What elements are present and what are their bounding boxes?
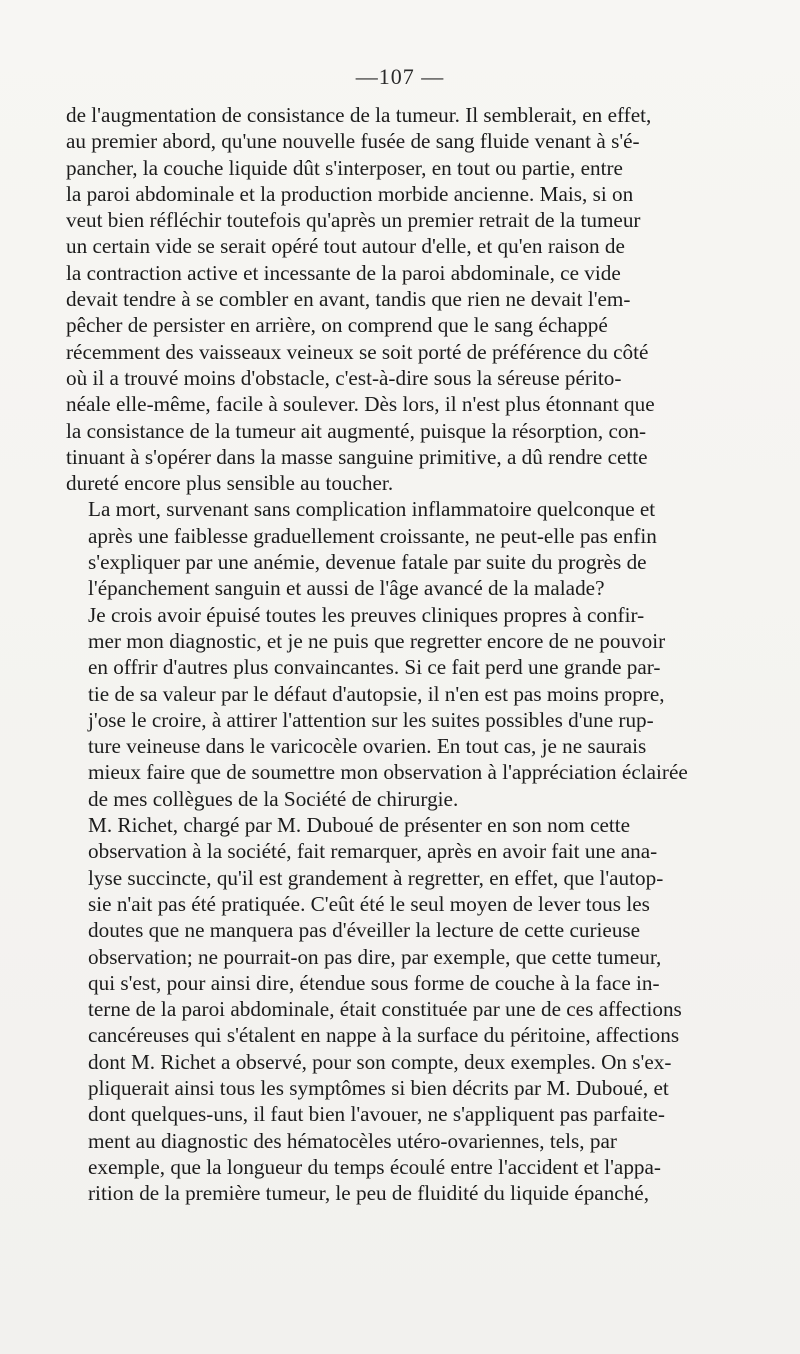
text-line: sie n'ait pas été pratiquée. C'eût été le seul moyen de lever tous les [88,891,650,916]
text-line: exemple, que la longueur du temps écoulé entre l'accident et l'appa- [88,1154,661,1179]
paragraph [66,102,694,496]
text-line: la paroi abdominale et la production morbide ancienne. Mais, si on [66,181,634,206]
text-line: mieux faire que de soumettre mon observation à l'appréciation éclairée [88,760,688,785]
text-line: dureté encore plus sensible au toucher. [66,471,394,496]
text-line: tie de sa valeur par le défaut d'autopsie, il n'en est pas moins propre, [88,681,665,706]
text-line: après une faiblesse graduellement croissante, ne peut-elle pas enfin [88,523,657,548]
text-line: en offrir d'autres plus convaincantes. Si ce fait perd une grande par- [88,655,661,680]
text-line: qui s'est, pour ainsi dire, étendue sous forme de couche à la face in- [88,970,660,995]
text-line: tinuant à s'opérer dans la masse sanguine primitive, a dû rendre cette [66,444,648,469]
text-line: terne de la paroi abdominale, était constituée par une de ces affections [88,997,682,1022]
text-line: pêcher de persister en arrière, on comprend que le sang échappé [66,313,608,338]
text-line: un certain vide se serait opéré tout autour d'elle, et qu'en raison de [66,234,625,259]
paragraph [66,602,694,812]
text-line: observation à la société, fait remarquer, après en avoir fait une ana- [88,839,658,864]
text-line: où il a trouvé moins d'obstacle, c'est-à-dire sous la séreuse périto- [66,365,622,390]
text-line: devait tendre à se combler en avant, tandis que rien ne devait l'em- [66,287,631,312]
text-line: la consistance de la tumeur ait augmenté, puisque la résorption, con- [66,418,647,443]
text-line: de l'augmentation de consistance de la tumeur. Il semblerait, en effet, [66,103,652,127]
text-line: lyse succincte, qu'il est grandement à regretter, en effet, que l'autop- [88,865,664,890]
text-line: La mort, survenant sans complication inflammatoire quelconque et [88,497,656,522]
text-line: la contraction active et incessante de la paroi abdominale, ce vide [66,260,621,285]
text-line: s'expliquer par une anémie, devenue fatale par suite du progrès de [88,550,647,575]
text-line: mer mon diagnostic, et je ne puis que regretter encore de ne pouvoir [88,628,666,653]
text-line: ture veineuse dans le varicocèle ovarien. En tout cas, je ne saurais [88,734,647,759]
text-line: de mes collègues de la Société de chirurgie. [88,786,459,811]
text-line: veut bien réfléchir toutefois qu'après un premier retrait de la tumeur [66,208,641,233]
body-text [66,102,694,1206]
text-line: Je crois avoir épuisé toutes les preuves cliniques propres à confir- [88,602,645,627]
text-line: doutes que ne manquera pas d'éveiller la lecture de cette curieuse [88,918,641,943]
page-number: —107 — [355,64,445,89]
text-line: pliquerait ainsi tous les symptômes si bien décrits par M. Duboué, et [88,1075,669,1100]
text-line: au premier abord, qu'une nouvelle fusée de sang fluide venant à s'é- [66,129,640,154]
text-line: néale elle-même, facile à soulever. Dès lors, il n'est plus étonnant que [66,392,655,417]
text-line: rition de la première tumeur, le peu de fluidité du liquide épanché, [88,1181,650,1206]
text-line: ment au diagnostic des hématocèles utéro-ovariennes, tels, par [88,1128,617,1153]
paragraph [66,812,694,1206]
text-line: récemment des vaisseaux veineux se soit porté de préférence du côté [66,339,649,364]
text-line: dont M. Richet a observé, pour son compte, deux exemples. On s'ex- [88,1049,672,1074]
text-line: j'ose le croire, à attirer l'attention sur les suites possibles d'une rup- [88,707,654,732]
text-line: dont quelques-uns, il faut bien l'avouer, ne s'appliquent pas parfaite- [88,1102,665,1127]
text-line: observation; ne pourrait-on pas dire, par exemple, que cette tumeur, [88,944,662,969]
text-line: M. Richet, chargé par M. Duboué de présenter en son nom cette [88,813,631,838]
text-line: cancéreuses qui s'étalent en nappe à la surface du péritoine, affections [88,1023,680,1048]
text-line: l'épanchement sanguin et aussi de l'âge avancé de la malade? [88,576,605,601]
text-line: pancher, la couche liquide dût s'interposer, en tout ou partie, entre [66,155,623,180]
paragraph [66,496,694,601]
